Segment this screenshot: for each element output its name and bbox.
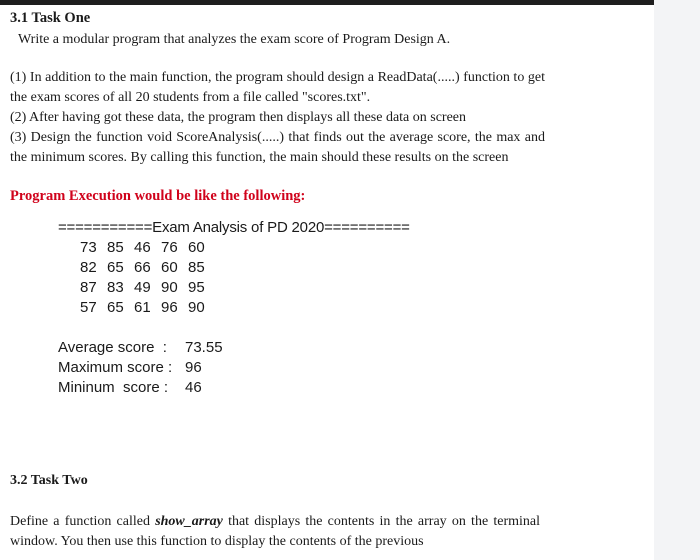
score-cell: 66: [134, 259, 151, 276]
score-cell: 76: [161, 239, 178, 256]
task-two-body-prefix: Define a function called: [10, 514, 156, 529]
score-cell: 46: [134, 239, 151, 256]
execution-heading: Program Execution would be like the following:: [10, 188, 306, 204]
score-cell: 65: [107, 259, 124, 276]
score-row: [80, 278, 545, 298]
stat-row: [58, 338, 545, 358]
stats-block: [58, 338, 545, 398]
score-cell: 61: [134, 299, 151, 316]
page-margin-strip: [654, 0, 700, 560]
score-cell: 65: [107, 299, 124, 316]
requirement-3: (3) Design the function void ScoreAnalysis(.....) that finds out the average score, the max and the minimum scores. By calling this function, the main should these results on the screen: [10, 130, 545, 165]
stat-row: [58, 358, 545, 378]
score-row: [80, 238, 545, 258]
task-one-heading: 3.1 Task One: [10, 10, 91, 26]
requirement-1: (1) In addition to the main function, the program should design a ReadData(.....) function to get the exam scores of all 20 students from a file called "scores.txt".: [10, 70, 545, 105]
top-border: [0, 0, 660, 5]
task-two-body-suffix: that displays the contents in the array on the terminal window. You then use this function to display the contents of the previous: [10, 514, 541, 549]
score-cell: 60: [161, 259, 178, 276]
output-banner: ===========Exam Analysis of PD 2020==========: [58, 219, 410, 236]
score-cell: 49: [134, 279, 151, 296]
stat-value: 73.55: [185, 339, 223, 356]
task-two-heading: 3.2 Task Two: [10, 473, 88, 488]
score-cell: 96: [161, 299, 178, 316]
score-cell: 83: [107, 279, 124, 296]
scores-grid: [80, 238, 545, 318]
task-two-body: [10, 512, 540, 552]
task-one-section: [10, 8, 545, 398]
stat-label: Maximum score :: [58, 359, 173, 376]
stat-row: [58, 378, 545, 398]
task-one-intro: Write a modular program that analyzes the exam score of Program Design A.: [18, 32, 451, 47]
requirement-2: (2) After having got these data, the program then displays all these data on screen: [10, 110, 467, 125]
score-cell: 90: [161, 279, 178, 296]
score-cell: 85: [107, 239, 124, 256]
score-row: [80, 258, 545, 278]
stat-value: 96: [185, 359, 202, 376]
program-output: [58, 218, 545, 398]
stat-label: Average score :: [58, 339, 167, 356]
score-cell: 60: [188, 239, 205, 256]
score-cell: 85: [188, 259, 205, 276]
stat-label: Mininum score :: [58, 379, 169, 396]
score-cell: 90: [188, 299, 205, 316]
score-cell: 73: [80, 239, 97, 256]
score-cell: 87: [80, 279, 97, 296]
score-cell: 95: [188, 279, 205, 296]
requirements-list: [10, 68, 545, 168]
score-row: [80, 298, 545, 318]
stat-value: 46: [185, 379, 202, 396]
score-cell: 57: [80, 299, 97, 316]
function-name: show_array: [155, 514, 223, 529]
score-cell: 82: [80, 259, 97, 276]
